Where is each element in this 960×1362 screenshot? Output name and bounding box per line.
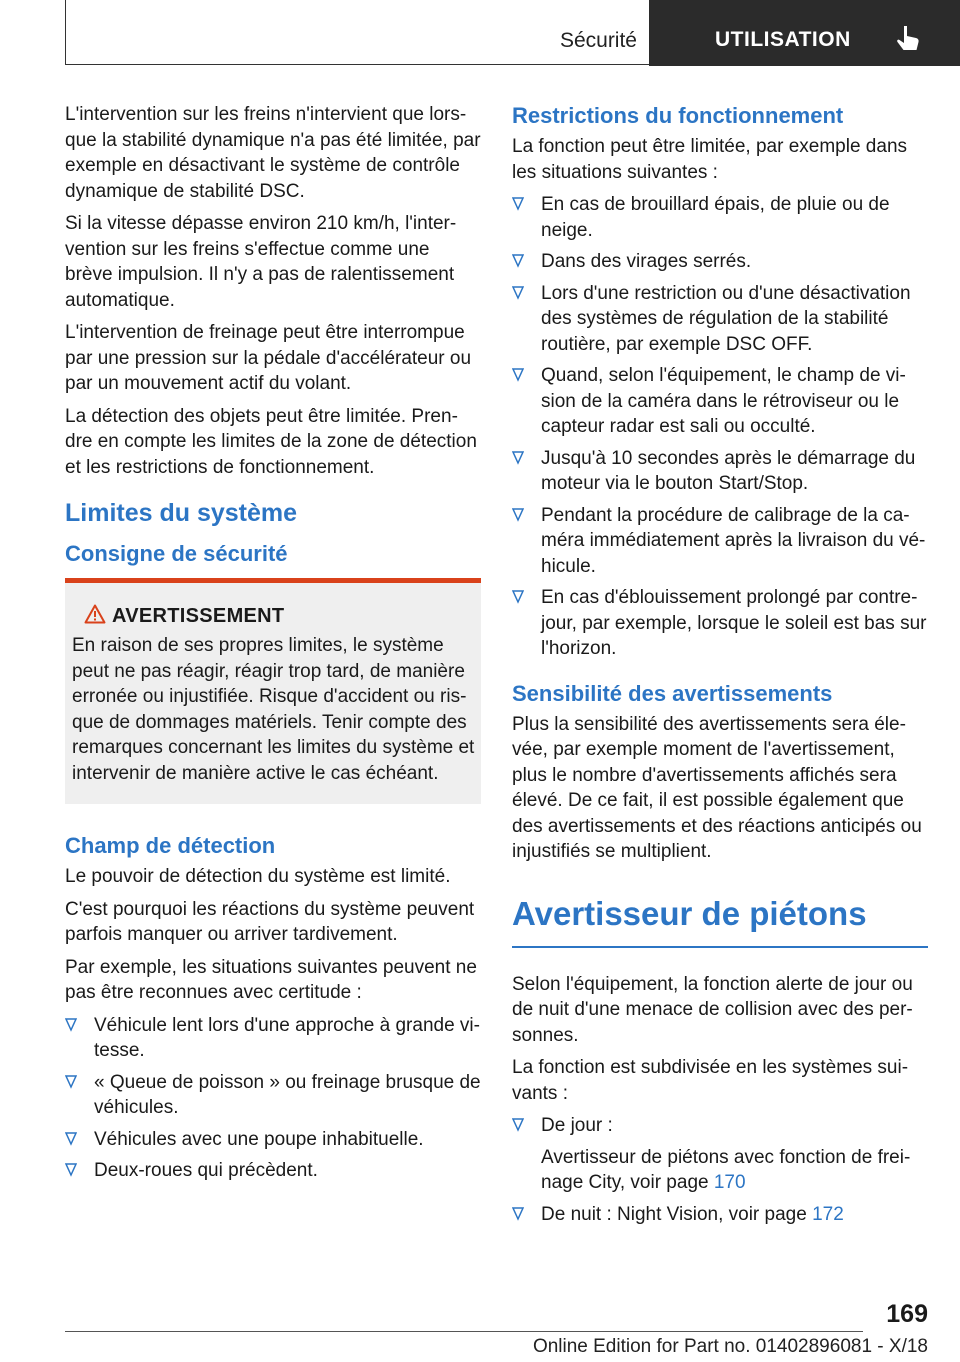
pedestrian-list [512, 1113, 928, 1227]
list-item: Pendant la procédure de calibrage de la ca-méra immédiatement après la livraison du vé-hicule. [512, 503, 928, 580]
triangle-bullet-icon [512, 1118, 524, 1132]
page-link-170[interactable]: 170 [713, 1172, 746, 1193]
list-item: Véhicules avec une poupe inhabituelle. [65, 1127, 481, 1153]
hand-pointer-icon [895, 24, 921, 52]
header-chapter-tab [649, 0, 960, 66]
list-item: Deux-roues qui précèdent. [65, 1158, 481, 1184]
sensitivity-heading: Sensibilité des avertissements [512, 680, 833, 706]
header-chapter-label: UTILISATION [715, 28, 851, 51]
triangle-bullet-icon [512, 1207, 524, 1221]
sensitivity-text: Plus la sensibilité des avertissements sera éle-vée, par exemple moment de l'avertissement, plus le nombre d'avertissements affichés sera élevé. De ce fait, il est possible également que des avertissements et des réactions anticipés ou injustifiés se multiplient. [512, 713, 922, 862]
pedestrian-paragraph-2: La fonction est subdivisée en les systèmes sui-vants : [512, 1057, 909, 1104]
restrictions-heading: Restrictions du fonctionnement [512, 103, 844, 128]
triangle-bullet-icon [512, 590, 524, 604]
list-item: En cas d'éblouissement prolongé par contre-jour, par exemple, lorsque le soleil est bas sur l'horizon. [512, 585, 928, 662]
list-item: Véhicule lent lors d'une approche à grande vi-tesse. [65, 1013, 481, 1064]
day-description: Avertisseur de piétons avec fonction de frei-nage City, voir page 170 [541, 1146, 911, 1193]
intro-paragraph-3: L'intervention de freinage peut être interrompue par une pression sur la pédale d'accélérateur ou par un mouvement actif du volant. [65, 322, 472, 394]
list-item: Lors d'une restriction ou d'une désactivation des systèmes de régulation de la stabilité routière, par exemple DSC OFF. [512, 281, 928, 358]
detection-paragraph-3: Par exemple, les situations suivantes peuvent ne pas être reconnues avec certitude : [65, 956, 477, 1003]
list-item: Quand, selon l'équipement, le champ de vi-sion de la caméra dans le rétroviseur ou le capteur radar est sali ou occulté. [512, 363, 928, 440]
header-left-rule [65, 0, 66, 65]
safety-heading: Consigne de sécurité [65, 541, 288, 566]
intro-paragraph-1: L'intervention sur les freins n'intervient que lors-que la stabilité dynamique n'a pas été limitée, par exemple en désactivant le système de contrôle dynamique de stabilité DSC. [65, 104, 481, 202]
triangle-bullet-icon [512, 254, 524, 268]
detection-paragraph-2: C'est pourquoi les réactions du système peuvent parfois manquer ou arriver tardivement. [65, 898, 475, 945]
night-label: De nuit : Night Vision, voir page [541, 1203, 813, 1225]
list-item: « Queue de poisson » ou freinage brusque de véhicules. [65, 1070, 481, 1121]
page-number: 169 [886, 1300, 928, 1328]
list-item: Jusqu'à 10 secondes après le démarrage du moteur via le bouton Start/Stop. [512, 446, 928, 497]
list-item-night [512, 1202, 928, 1228]
triangle-bullet-icon [65, 1018, 77, 1032]
footer-rule [65, 1331, 863, 1332]
restrictions-list [512, 192, 928, 662]
pedestrian-heading: Avertisseur de piétons [512, 894, 928, 948]
warning-text: En raison de ses propres limites, le système peut ne pas réagir, réagir trop tard, de manière erronée ou injustifiée. Risque d'accident ou ris-que de dommages matériels. Tenir compte des remarques concernant les limites du système et intervenir de manière active le cas échéant. [72, 635, 475, 784]
footer-edition: Online Edition for Part no. 01402896081 - X/18 [532, 1336, 928, 1357]
restrictions-intro: La fonction peut être limitée, par exemple dans les situations suivantes : [512, 136, 908, 183]
warning-header [72, 603, 475, 629]
detection-paragraph-1: Le pouvoir de détection du système est limité. [65, 866, 451, 887]
page-link-172[interactable]: 172 [812, 1203, 844, 1225]
triangle-bullet-icon [65, 1163, 77, 1177]
warning-triangle-icon [84, 604, 106, 624]
header-bottom-rule [65, 64, 649, 65]
list-item: Dans des virages serrés. [512, 249, 928, 275]
list-item: En cas de brouillard épais, de pluie ou de neige. [512, 192, 928, 243]
left-column [65, 102, 481, 1191]
triangle-bullet-icon [512, 286, 524, 300]
limits-heading: Limites du système [65, 499, 298, 527]
triangle-bullet-icon [65, 1075, 77, 1089]
detection-list [65, 1013, 481, 1184]
warning-box [65, 578, 481, 804]
list-item-day [512, 1113, 928, 1196]
pedestrian-paragraph-1: Selon l'équipement, la fonction alerte de jour ou de nuit d'une menace de collision avec des per-sonnes. [512, 973, 913, 1046]
warning-title: AVERTISSEMENT [112, 605, 285, 627]
triangle-bullet-icon [512, 368, 524, 382]
triangle-bullet-icon [512, 508, 524, 522]
day-label: De jour : [541, 1115, 613, 1136]
detection-heading: Champ de détection [65, 833, 276, 858]
triangle-bullet-icon [65, 1132, 77, 1146]
intro-paragraph-2: Si la vitesse dépasse environ 210 km/h, l'inter-vention sur les freins s'effectue comme une brève impulsion. Il n'y a pas de ralentissement automatique. [65, 213, 457, 311]
header-section-title: Sécurité [559, 29, 637, 52]
intro-paragraph-4: La détection des objets peut être limitée. Pren-dre en compte les limites de la zone de détection et les restrictions de fonctionnement. [65, 405, 477, 478]
triangle-bullet-icon [512, 451, 524, 465]
right-column [512, 102, 928, 1234]
triangle-bullet-icon [512, 197, 524, 211]
